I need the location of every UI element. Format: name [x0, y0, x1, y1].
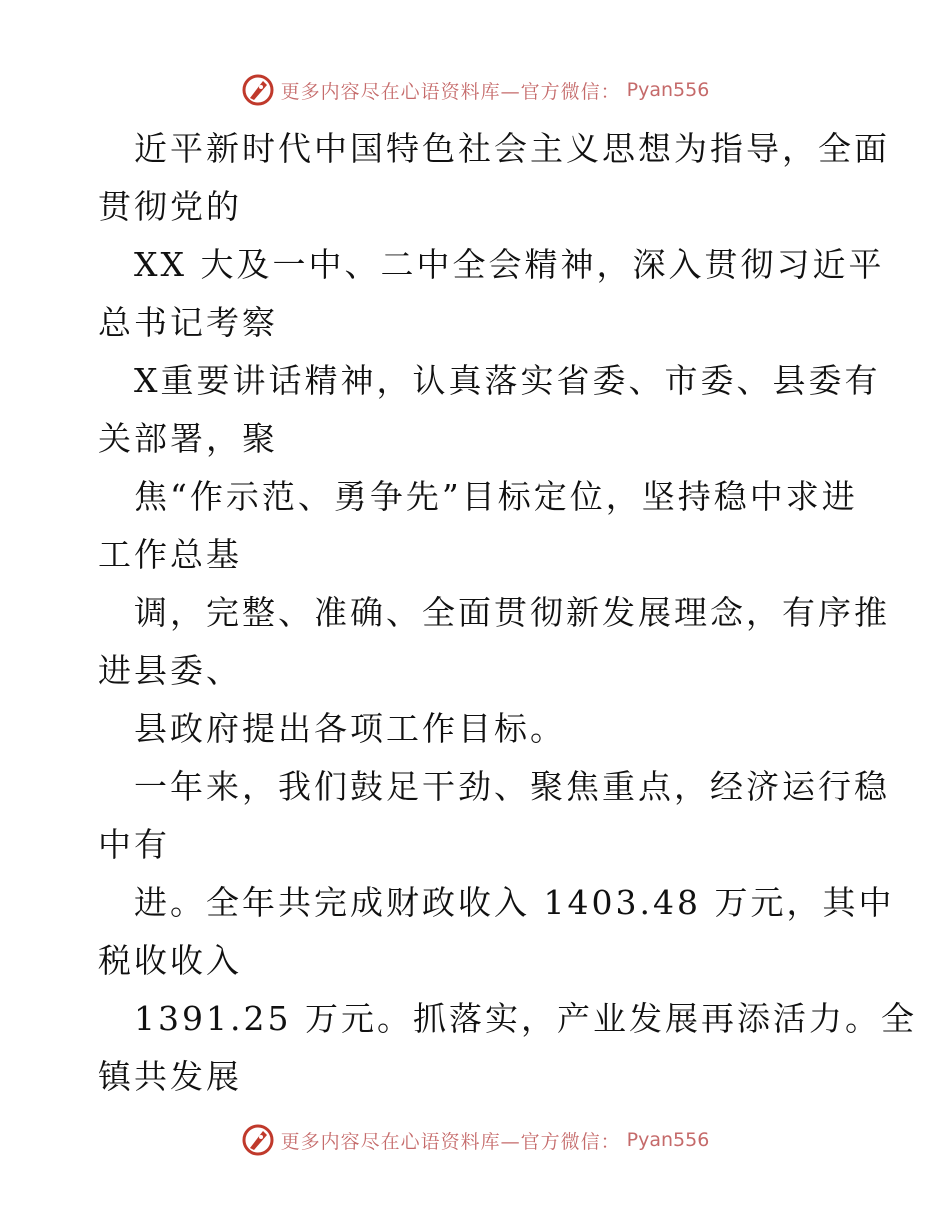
- footer-banner-text: 更多内容尽在心语资料库—官方微信：: [280, 1130, 621, 1153]
- body-line: 1391.25 万元。抓落实，产业发展再添活力。全: [134, 999, 917, 1038]
- body-line: 镇共发展: [98, 1057, 242, 1096]
- body-line: 贯彻党的: [98, 187, 242, 226]
- pen-nib-logo-icon: [241, 73, 275, 107]
- document-body: [98, 120, 917, 1106]
- body-line: 焦“作示范、勇争先”目标定位，坚持稳中求进: [134, 477, 858, 516]
- body-line: 调，完整、准确、全面贯彻新发展理念，有序推: [134, 593, 890, 632]
- body-line: 总书记考察: [98, 303, 278, 342]
- body-line: 县政府提出各项工作目标。: [134, 709, 566, 748]
- body-line: 税收收入: [98, 941, 242, 980]
- footer-banner: [0, 1118, 950, 1162]
- body-line: 中有: [98, 825, 170, 864]
- footer-wechat-id: Pyan556: [626, 1129, 710, 1151]
- pen-nib-logo-icon: [241, 1123, 275, 1157]
- body-line: XX 大及一中、二中全会精神，深入贯彻习近平: [134, 245, 885, 284]
- body-line: 近平新时代中国特色社会主义思想为指导，全面: [134, 129, 890, 168]
- body-line: 进。全年共完成财政收入 1403.48 万元，其中: [134, 883, 895, 922]
- body-line: 关部署，聚: [98, 419, 278, 458]
- header-banner-text: 更多内容尽在心语资料库—官方微信：: [280, 80, 621, 103]
- body-line: 一年来，我们鼓足干劲、聚焦重点，经济运行稳: [134, 767, 890, 806]
- body-line: 进县委、: [98, 651, 242, 690]
- body-line: X重要讲话精神，认真落实省委、市委、县委有: [134, 361, 881, 400]
- body-line: 工作总基: [98, 535, 242, 574]
- header-wechat-id: Pyan556: [626, 79, 710, 101]
- header-banner: [0, 68, 950, 112]
